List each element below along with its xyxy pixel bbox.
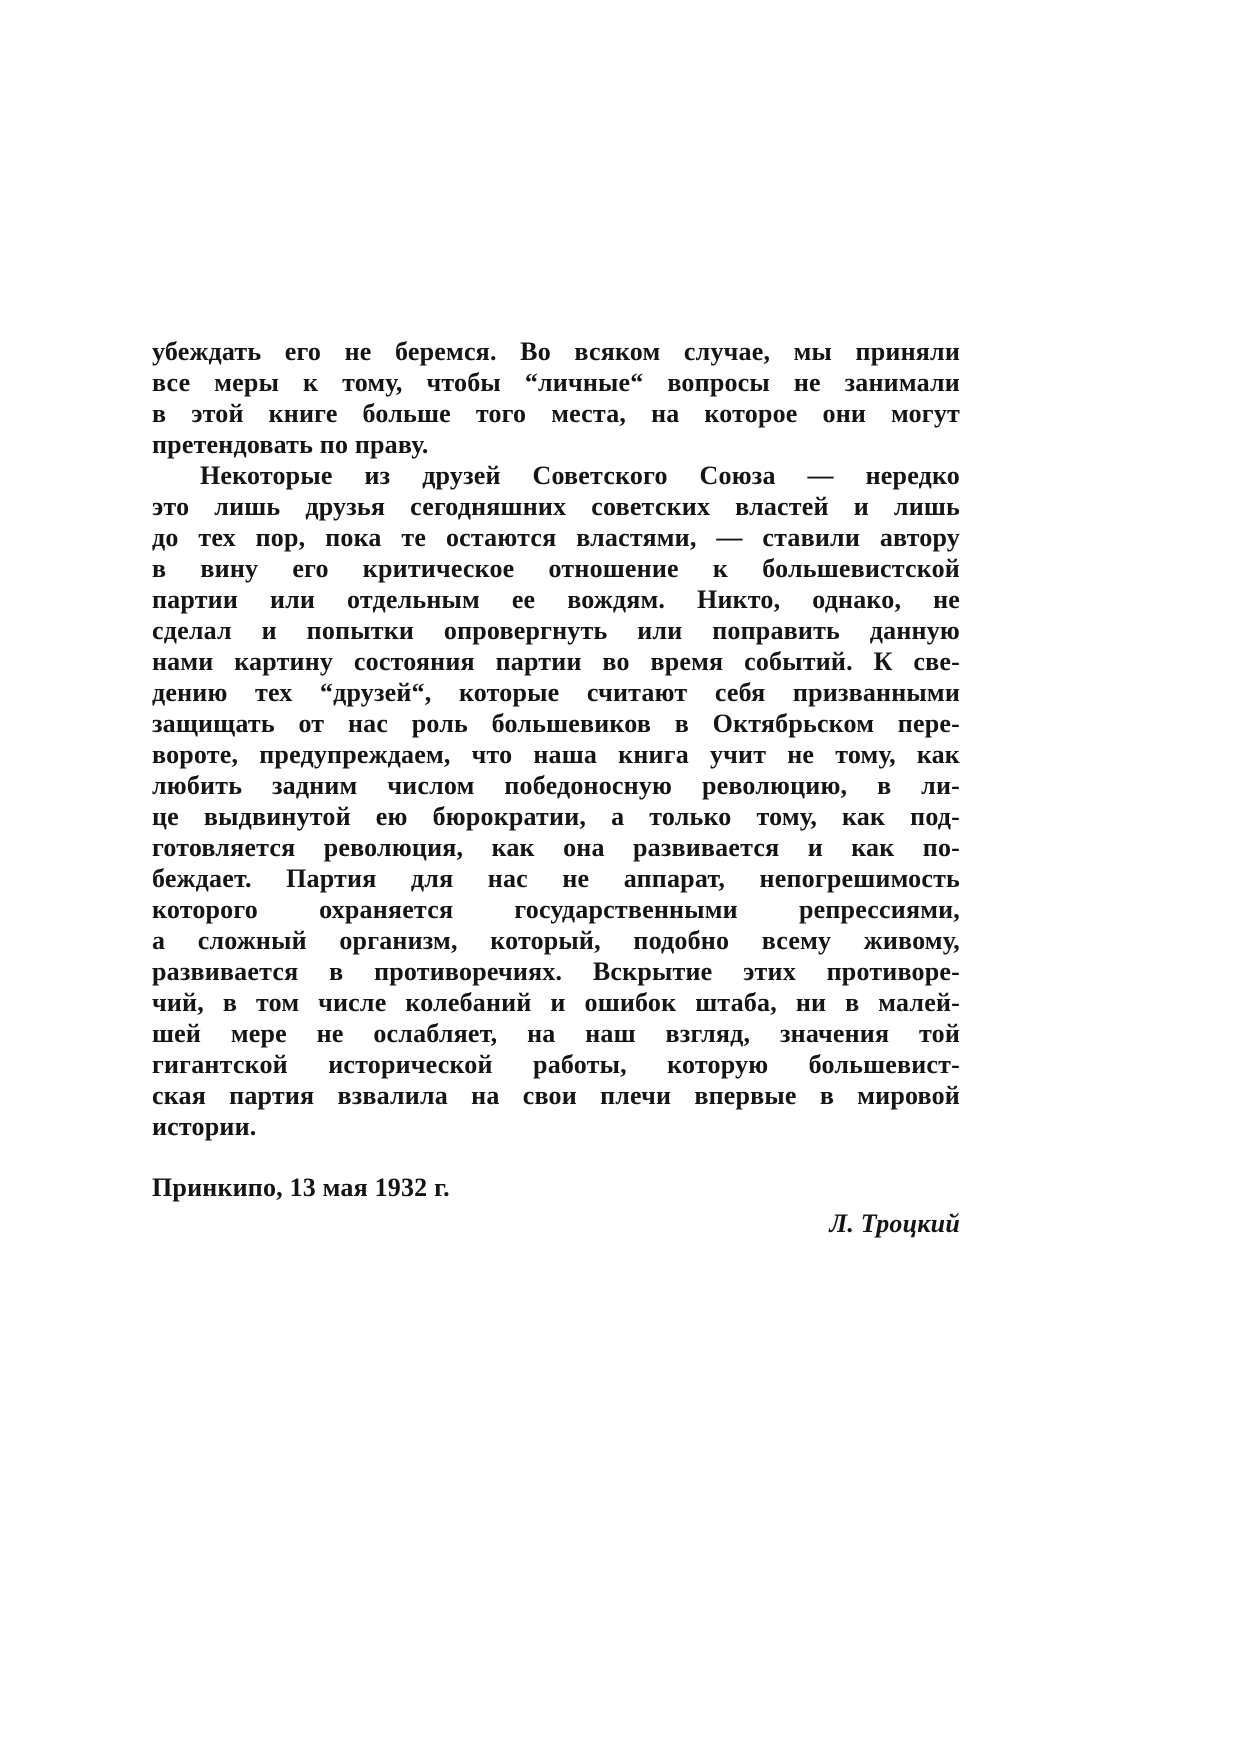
text-block <box>152 336 960 1239</box>
text-line: развивается в противоречиях. Вскрытие этих противоре- <box>152 957 960 986</box>
dateline: Принкипо, 13 мая 1932 г. <box>152 1173 450 1202</box>
text-line: истории. <box>152 1112 257 1141</box>
text-line: в этой книге больше того места, на которое они могут <box>152 399 960 428</box>
text-line: все меры к тому, чтобы “личные“ вопросы не занимали <box>152 368 960 397</box>
text-line: убеждать его не беремся. Во всяком случае, мы приняли <box>152 337 960 366</box>
paragraphs <box>152 336 960 1142</box>
text-line: защищать от нас роль большевиков в Октябрьском пере- <box>152 709 960 738</box>
paragraph <box>152 336 960 460</box>
text-line: сделал и попытки опровергнуть или поправить данную <box>152 616 960 645</box>
text-line: вороте, предупреждаем, что наша книга учит не тому, как <box>152 740 960 769</box>
text-line: Некоторые из друзей Советского Союза — нередко <box>200 461 960 490</box>
paragraph <box>152 460 960 1142</box>
text-line: гигантской исторической работы, которую большевист- <box>152 1050 960 1079</box>
text-line: в вину его критическое отношение к большевистской <box>152 554 960 583</box>
text-line: претендовать по праву. <box>152 430 429 459</box>
text-line: которого охраняется государственными репрессиями, <box>152 895 960 924</box>
text-line: беждает. Партия для нас не аппарат, непогрешимость <box>152 864 960 893</box>
author-signature: Л. Троцкий <box>829 1209 960 1238</box>
text-line: любить задним числом победоносную революцию, в ли- <box>152 771 960 800</box>
text-line: партии или отдельным ее вождям. Никто, однако, не <box>152 585 960 614</box>
text-line: ская партия взвалила на свои плечи впервые в мировой <box>152 1081 960 1110</box>
text-line: чий, в том числе колебаний и ошибок штаба, ни в малей- <box>152 988 960 1017</box>
text-line: це выдвинутой ею бюрократии, а только тому, как под- <box>152 802 960 831</box>
text-line: нами картину состояния партии во время событий. К све- <box>152 647 960 676</box>
text-line: это лишь друзья сегодняшних советских властей и лишь <box>152 492 960 521</box>
text-line: дению тех “друзей“, которые считают себя призванными <box>152 678 960 707</box>
text-line: а сложный организм, который, подобно всему живому, <box>152 926 960 955</box>
text-line: готовляется революция, как она развивается и как по- <box>152 833 960 862</box>
text-line: шей мере не ослабляет, на наш взгляд, значения той <box>152 1019 960 1048</box>
text-line: до тех пор, пока те остаются властями, — ставили автору <box>152 523 960 552</box>
